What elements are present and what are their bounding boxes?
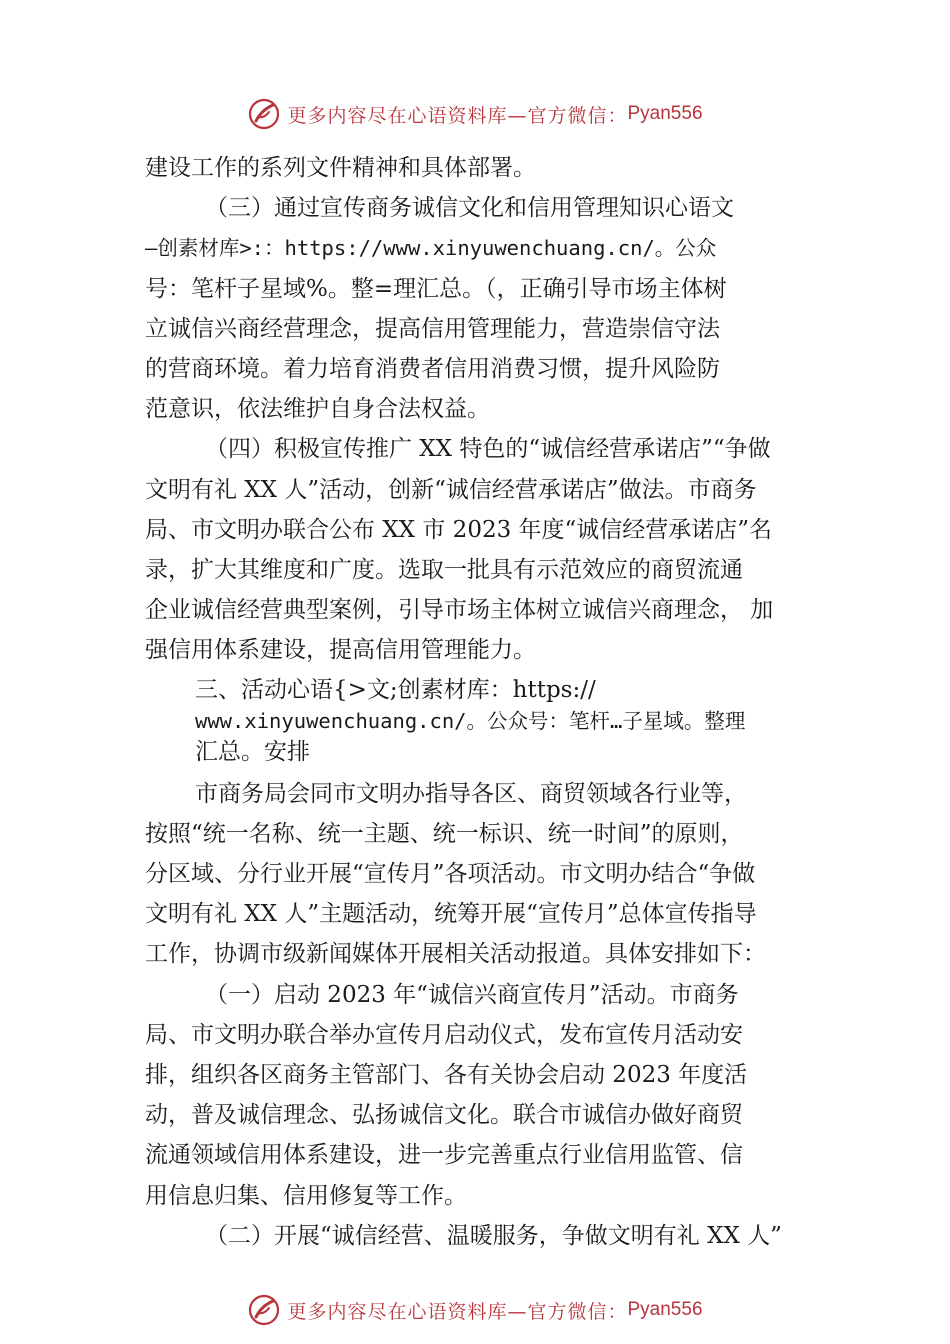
- text-line: 排，组织各区商务主管部门、各有关协会启动 2023 年度活: [145, 1062, 748, 1089]
- header-banner: [0, 92, 950, 136]
- text-line: 用信息归集、信用修复等工作。: [145, 1182, 467, 1209]
- footer-banner: [0, 1288, 950, 1332]
- section-heading: [145, 675, 835, 768]
- text-line: 建设工作的系列文件精神和具体部署。: [145, 155, 536, 181]
- text-line: 范意识，依法维护自身合法权益。: [145, 396, 490, 423]
- text-line: —创素材库>:：https://www.xinyuwenchuang.cn/。公众: [145, 236, 717, 261]
- text-line: 文明有礼 XX 人”主题活动，统筹开展“宣传月”总体宣传指导: [145, 901, 757, 928]
- header-site-text: 更多内容尽在心语资料库—官方微信：: [287, 104, 628, 127]
- text-line: 市商务局会同市文明办指导各区、商贸领域各行业等，: [195, 780, 747, 807]
- document-body: [145, 148, 835, 1256]
- text-line: 局、市文明办联合举办宣传月启动仪式，发布宣传月活动安: [145, 1021, 743, 1048]
- text-line: （一）启动 2023 年“诚信兴商宣传月”活动。市商务: [205, 981, 739, 1008]
- text-line: （二）开展“诚信经营、温暖服务，争做文明有礼 XX 人”: [205, 1222, 782, 1249]
- text-line: 号：笔杆子星域%。整=理汇总。（，正确引导市场主体树: [145, 275, 727, 302]
- text-line: 动，普及诚信理念、弘扬诚信文化。联合市诚信办做好商贸: [145, 1102, 743, 1129]
- text-line: 强信用体系建设，提高信用管理能力。: [145, 637, 536, 664]
- text-line: 的营商环境。着力培育消费者信用消费习惯，提升风险防: [145, 356, 720, 383]
- text-line: 企业诚信经营典型案例，引导市场主体树立诚信兴商理念， 加: [145, 597, 774, 624]
- brush-logo-icon: [247, 97, 281, 131]
- text-line: 立诚信兴商经营理念，提高信用管理能力，营造崇信守法: [145, 315, 720, 342]
- text-line: 分区域、分行业开展“宣传月”各项活动。市文明办结合“争做: [145, 861, 756, 888]
- text-line: 流通领域信用体系建设，进一步完善重点行业信用监管、信: [145, 1142, 743, 1169]
- heading-line: www.xinyuwenchuang.cn/。公众号：笔杆…子星域。整理: [195, 708, 746, 733]
- text-line: 录，扩大其维度和广度。选取一批具有示范效应的商贸流通: [145, 557, 743, 584]
- heading-line: 汇总。安排: [195, 738, 310, 765]
- footer-handle: Pyan556: [627, 1299, 703, 1320]
- heading-line: 三、活动心语{>文;创素材库：https://: [195, 676, 596, 703]
- text-line: （三）通过宣传商务诚信文化和信用管理知识心语文: [205, 195, 734, 222]
- text-line: 文明有礼 XX 人”活动，创新“诚信经营承诺店”做法。市商务: [145, 476, 757, 503]
- brush-logo-icon: [247, 1293, 281, 1327]
- footer-site-text: 更多内容尽在心语资料库—官方微信：: [287, 1300, 628, 1323]
- text-line: 局、市文明办联合公布 XX 市 2023 年度“诚信经营承诺店”名: [145, 516, 773, 543]
- text-line: 工作，协调市级新闻媒体开展相关活动报道。具体安排如下：: [145, 941, 766, 968]
- header-handle: Pyan556: [627, 103, 703, 124]
- text-line: （四）积极宣传推广 XX 特色的“诚信经营承诺店”“争做: [205, 436, 771, 463]
- text-line: 按照“统一名称、统一主题、统一标识、统一时间”的原则，: [145, 820, 744, 847]
